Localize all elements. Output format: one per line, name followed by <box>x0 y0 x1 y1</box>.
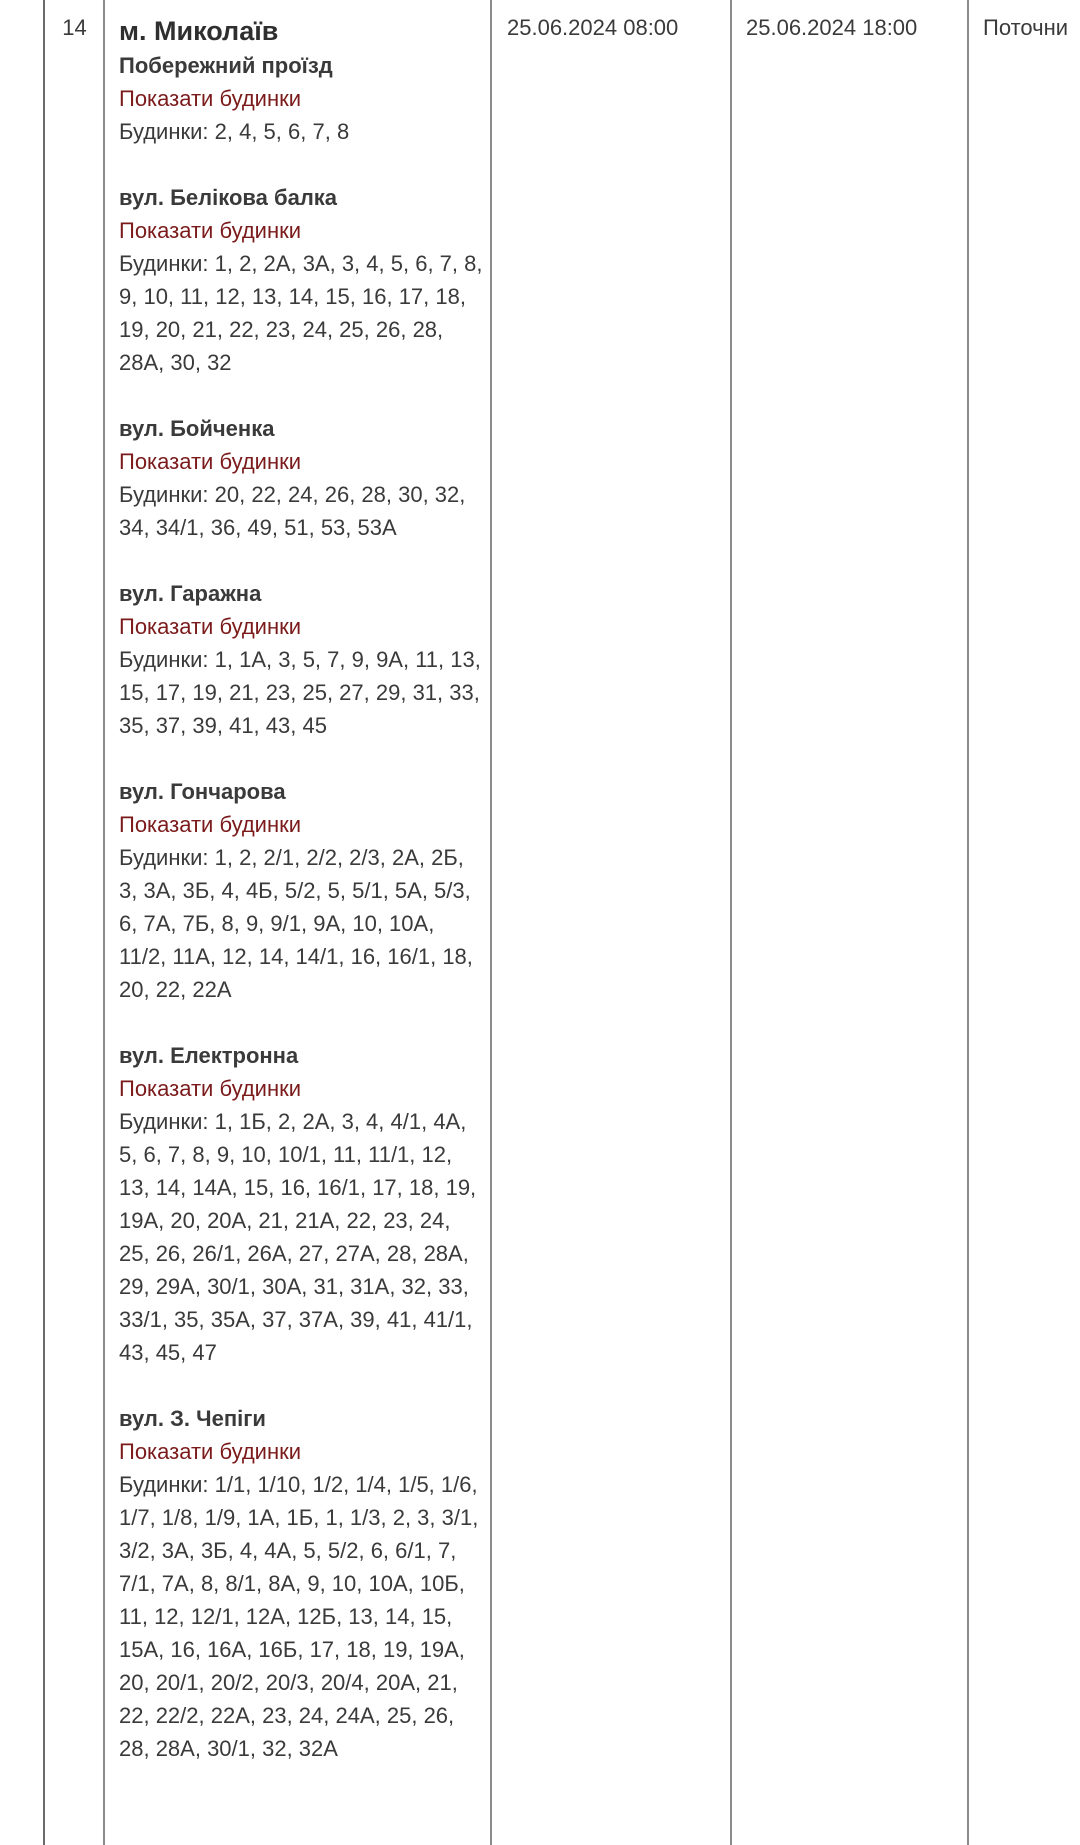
street-name: вул. Белікова балка <box>119 185 338 210</box>
show-houses-link[interactable]: Показати будинки <box>119 1076 302 1101</box>
street-name: Побережний проїзд <box>119 53 333 78</box>
street-item <box>119 412 485 544</box>
outage-type: Поточни <box>983 15 1069 40</box>
houses-list: Будинки: 1, 2, 2/1, 2/2, 2/3, 2А, 2Б, 3, 3А, 3Б, 4, 4Б, 5/2, 5, 5/1, 5А, 5/3, 6, 7А, 7Б, 8, 9, 9/1, 9А, 10, 10А, 11/2, 11А, 12, 14, 14/1, 16, 16/1, 18, 20, 22, 22А <box>119 845 473 1002</box>
column-divider <box>730 0 732 1845</box>
table-outer-border <box>43 0 45 1845</box>
street-item <box>119 775 485 1006</box>
houses-list: Будинки: 20, 22, 24, 26, 28, 30, 32, 34, 34/1, 36, 49, 51, 53, 53А <box>119 482 466 540</box>
street-item <box>119 181 485 379</box>
houses-list: Будинки: 1, 2, 2А, 3А, 3, 4, 5, 6, 7, 8, 9, 10, 11, 12, 13, 14, 15, 16, 17, 18, 19, 20, 21, 22, 23, 24, 25, 26, 28, 28А, 30, 32 <box>119 251 483 375</box>
houses-list: Будинки: 1/1, 1/10, 1/2, 1/4, 1/5, 1/6, 1/7, 1/8, 1/9, 1А, 1Б, 1, 1/3, 2, 3, 3/1, 3/2, 3А, 3Б, 4, 4А, 5, 5/2, 6, 6/1, 7, 7/1, 7А, 8, 8/1, 8А, 9, 10, 10А, 10Б, 11, 12, 12/1, 12А, 12Б, 13, 14, 15, 15А, 16, 16А, 16Б, 17, 18, 19, 19А, 20, 20/1, 20/2, 20/3, 20/4, 20А, 21, 22, 22/2, 22А, 23, 24, 24А, 25, 26, 28, 28А, 30/1, 32, 32А <box>119 1472 479 1761</box>
show-houses-link[interactable]: Показати будинки <box>119 218 302 243</box>
outage-start-time: 25.06.2024 08:00 <box>507 15 679 40</box>
city-name: м. Миколаїв <box>119 16 279 46</box>
column-divider <box>103 0 105 1845</box>
show-houses-link[interactable]: Показати будинки <box>119 812 302 837</box>
street-name: вул. Бойченка <box>119 416 275 441</box>
houses-list: Будинки: 1, 1Б, 2, 2А, 3, 4, 4/1, 4А, 5, 6, 7, 8, 9, 10, 10/1, 11, 11/1, 12, 13, 14, 14А, 15, 16, 16/1, 17, 18, 19, 19А, 20, 20А, 21, 21А, 22, 23, 24, 25, 26, 26/1, 26А, 27, 27А, 28, 28А, 29, 29А, 30/1, 30А, 31, 31А, 32, 33, 33/1, 35, 35А, 37, 37А, 39, 41, 41/1, 43, 45, 47 <box>119 1109 477 1365</box>
street-item <box>119 1039 485 1369</box>
show-houses-link[interactable]: Показати будинки <box>119 1439 302 1464</box>
address-cell <box>119 0 485 1798</box>
street-item <box>119 1402 485 1765</box>
show-houses-link[interactable]: Показати будинки <box>119 614 302 639</box>
houses-list: Будинки: 1, 1А, 3, 5, 7, 9, 9А, 11, 13, 15, 17, 19, 21, 23, 25, 27, 29, 31, 33, 35, 37, 39, 41, 43, 45 <box>119 647 481 738</box>
street-item <box>119 49 485 148</box>
show-houses-link[interactable]: Показати будинки <box>119 449 302 474</box>
street-name: вул. Електронна <box>119 1043 299 1068</box>
show-houses-link[interactable]: Показати будинки <box>119 86 302 111</box>
street-item <box>119 577 485 742</box>
outage-end-time: 25.06.2024 18:00 <box>746 15 918 40</box>
street-name: вул. З. Чепіги <box>119 1406 266 1431</box>
column-divider <box>490 0 492 1845</box>
houses-list: Будинки: 2, 4, 5, 6, 7, 8 <box>119 119 350 144</box>
street-name: вул. Гаражна <box>119 581 262 606</box>
street-name: вул. Гончарова <box>119 779 286 804</box>
row-number: 14 <box>62 15 87 40</box>
column-divider <box>967 0 969 1845</box>
